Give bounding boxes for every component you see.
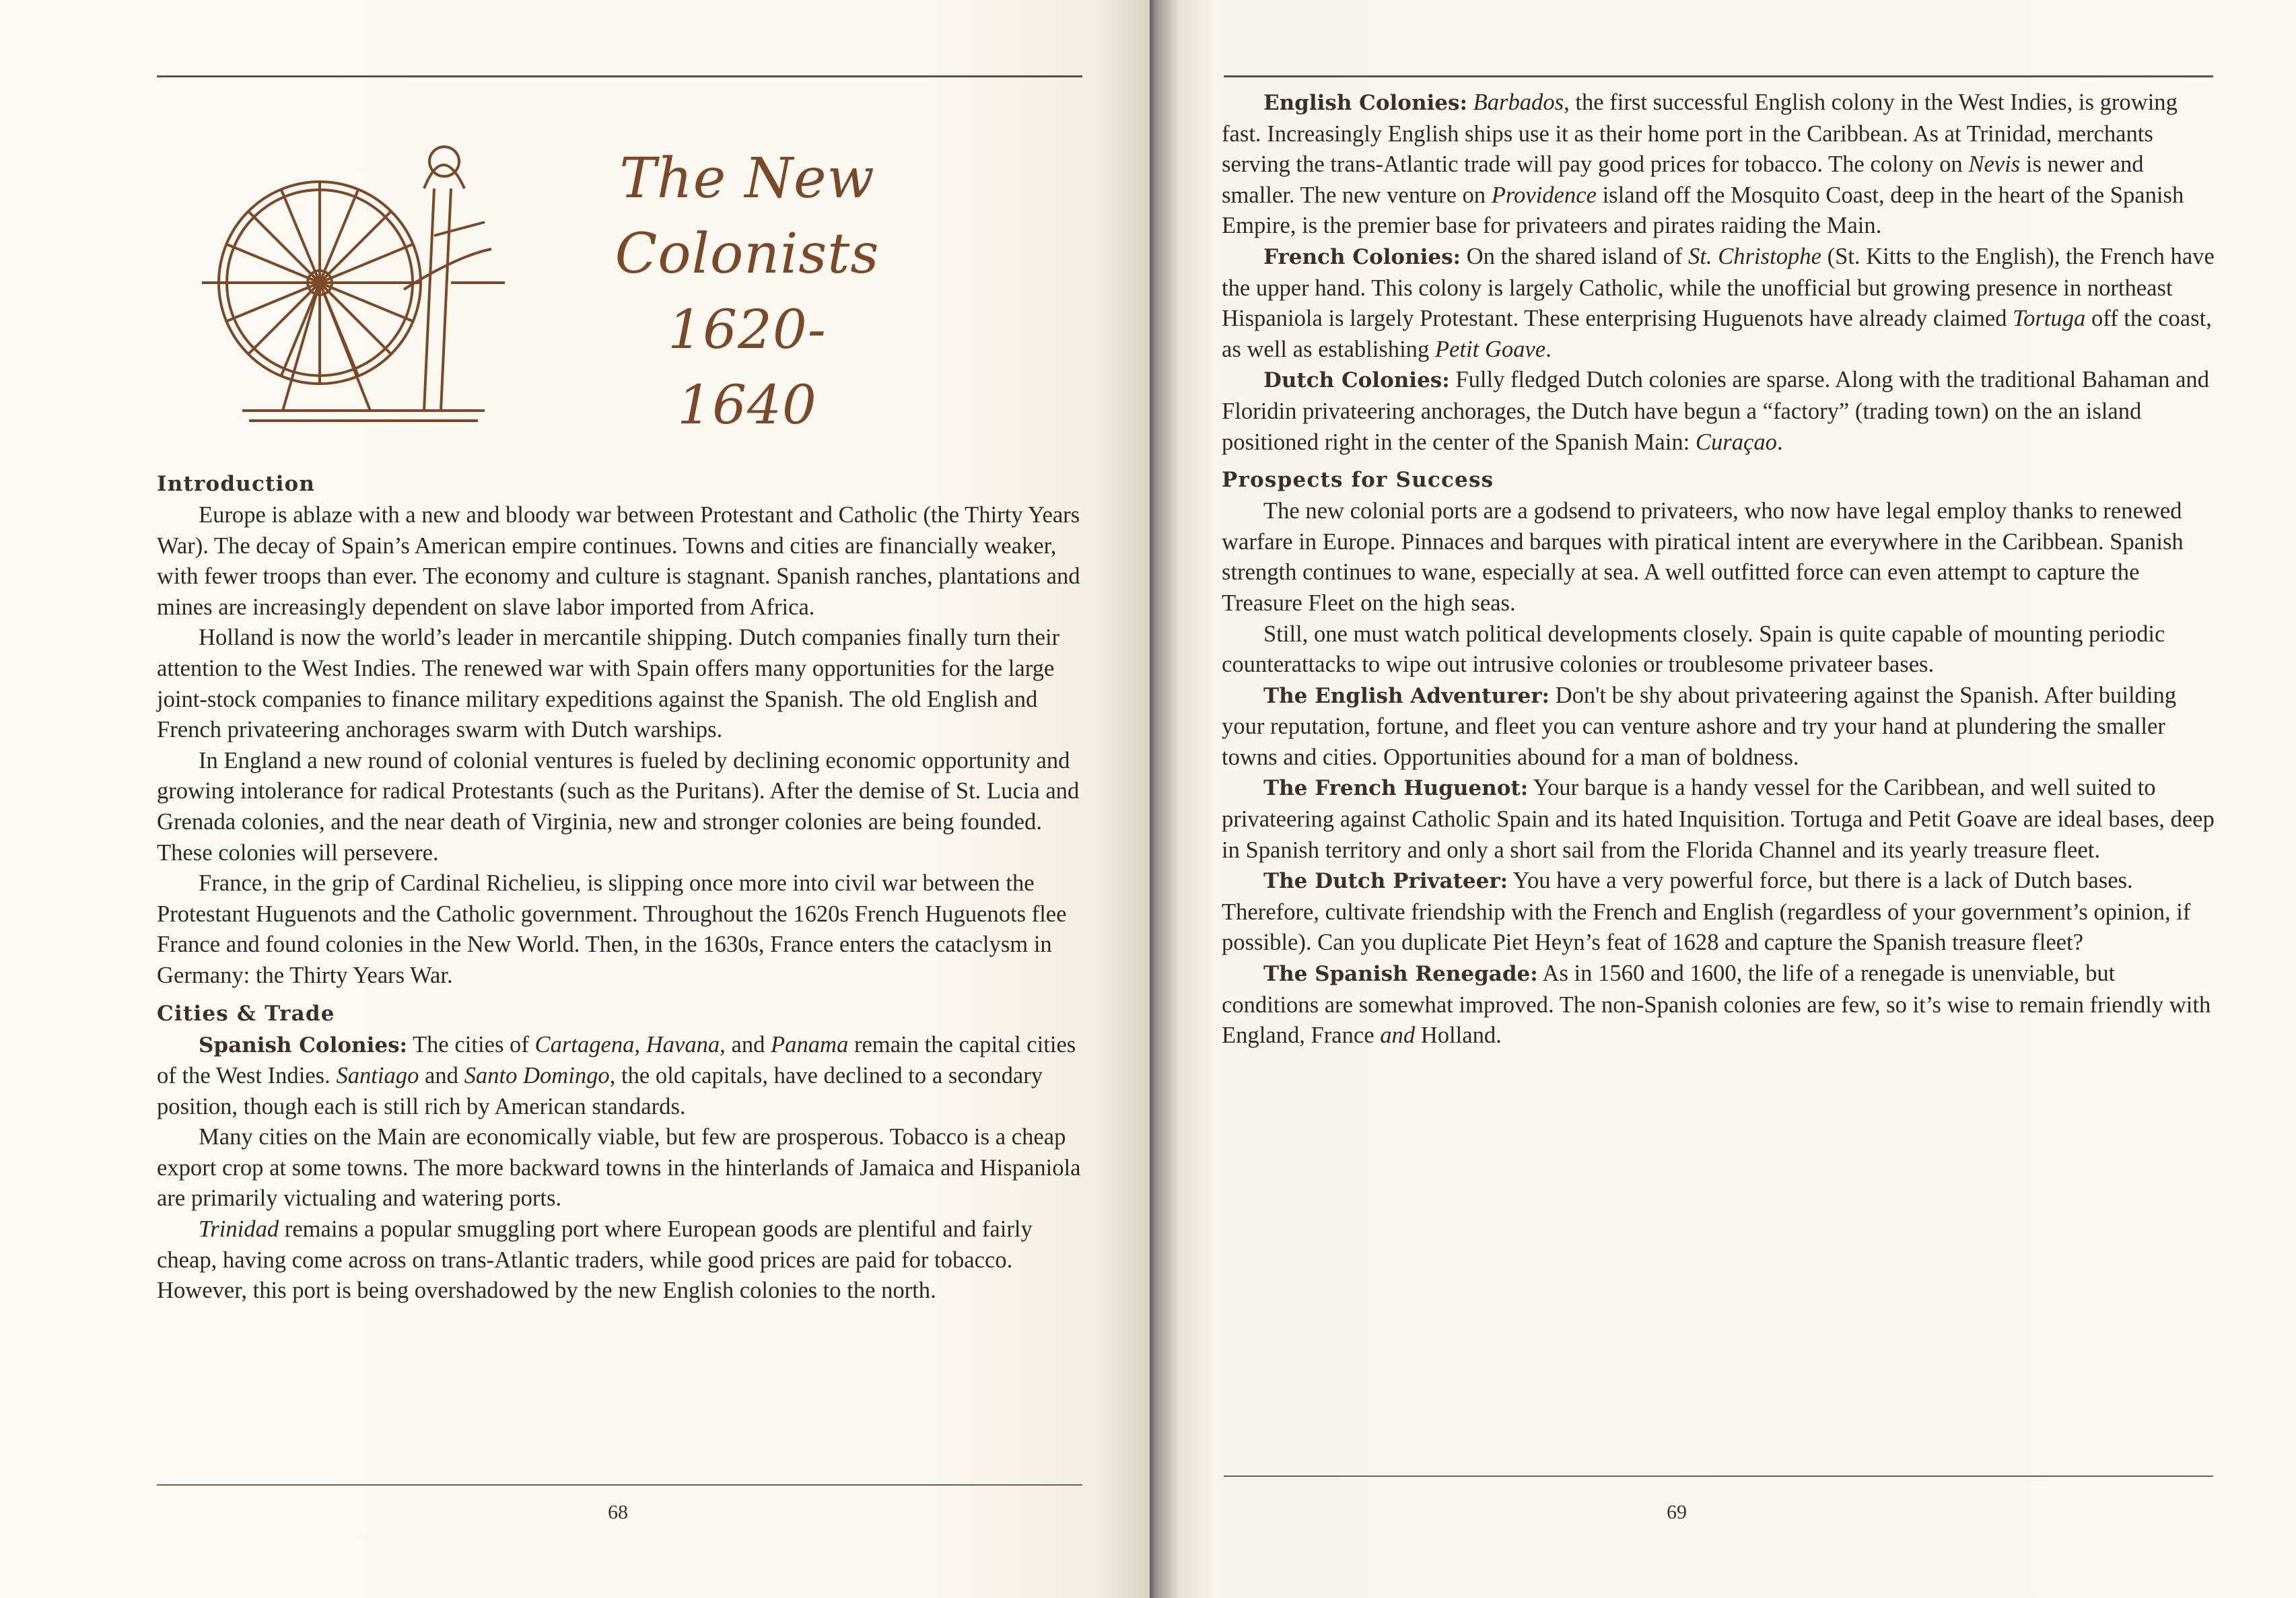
city-name: Santo Domingo [464,1063,610,1089]
english-colonies-lead: English Colonies: [1263,91,1467,115]
text-run: Your barque is a handy vessel for the Caribbean, and well suited to privateering against Catholic Spain and its hated Inquisition. Tortuga and Petit Goave are ideal bases, deep in Spanish territory and only a short sail from the Florida Channel and its yearly treasure fleet. [1222,775,2215,863]
text-run: On the shared island of [1461,243,1689,269]
city-name: Petit Goave [1434,336,1546,362]
text-run: Don't be shy about privateering against the Spanish. After building your reputation, fortune, and fleet you can venture ashore and try your hand at plundering the smaller towns and cities. Opportunities abound for a man of boldness. [1222,682,2177,770]
french-huguenot-lead: The French Huguenot: [1263,776,1529,801]
left-text-column [157,468,1082,1307]
introduction-heading: Introduction [157,472,316,496]
spanish-renegade-paragraph [1222,959,2217,1051]
intro-paragraph-4: France, in the grip of Cardinal Richelieu, is slipping once more into civil war between the Protestant Huguenots and the Catholic government. Throughout the 1620s French Huguenots flee France and found colonies in the New World. Then, in the 1630s, France enters the cataclysm in Germany: the Thirty Years War. [157,870,1067,988]
intro-paragraph-3: In England a new round of colonial ventures is fueled by declining economic opportunity and growing intolerance for radical Protestants (such as the Puritans). After the demise of St. Lucia and Grenada colonies, and the near death of Virginia, new and stronger colonies are being founded. These colonies will persevere. [157,747,1080,866]
title-line-1: The New [619,147,875,211]
text-run: remain the capital cities of the West Indies. [157,1031,1076,1089]
bottom-rule [157,1484,1082,1486]
right-page [1150,0,2296,1598]
spanish-renegade-lead: The Spanish Renegade: [1263,962,1538,987]
cities-trade-heading: Cities & Trade [157,1001,335,1026]
many-cities-paragraph: Many cities on the Main are economically viable, but few are prosperous. Tobacco is a cheap export crop at some towns. The more backward towns in the hinterlands of Jamaica and Hispaniola are primarily victualing and watering ports. [157,1124,1081,1212]
trinidad-paragraph [157,1214,1082,1307]
city-name: Curaçao [1695,429,1777,455]
text-run: , the first successful English colony in the West Indies, is growing fast. Increasingly English ships use it as their home port in the Caribbean. As at Trinidad, merchants serving the trans-Atlantic trade will pay good prices for tobacco. The colony on [1222,90,2178,178]
english-adventurer-paragraph [1222,681,2217,773]
text-run: remains a popular smuggling port where European goods are plentiful and fairly cheap, having come across on trans-Atlantic traders, while good prices are paid for tobacco. However, this port is being overshadowed by the new English colonies to the north. [157,1216,1033,1304]
text-run: and [419,1063,464,1089]
french-colonies-lead: French Colonies: [1263,244,1461,269]
intro-paragraph-2: Holland is now the world’s leader in mercantile shipping. Dutch companies finally turn their attention to the West Indies. The renewed war with Spain offers many opportunities for the large joint-stock companies to finance military expeditions against the Spanish. The old English and French privateering anchorages swarm with Dutch warships. [157,625,1060,743]
bottom-rule [1224,1475,2213,1477]
text-run: Fully fledged Dutch colonies are sparse. Along with the traditional Bahaman and Floridin privateering anchorages, the Dutch have begun a “factory” (trading town) on the an island positioned right in the center of the Spanish Main: [1222,367,2210,455]
top-rule [157,75,1082,77]
dutch-privateer-paragraph [1222,866,2217,959]
text-run: is newer and smaller. The new venture on [1222,151,2144,208]
text-run: You have a very powerful force, but there is a lack of Dutch bases. Therefore, cultivate friendship with the French and English (regardless of your government’s opinion, if possible). Can you duplicate Piet Heyn’s feat of 1628 and capture the Spanish treasure fleet? [1222,868,2191,956]
english-adventurer-lead: The English Adventurer: [1263,683,1550,708]
city-name: Tortuga [2013,306,2086,332]
text-run: off the coast, as well as establishing [1222,306,2212,362]
page-number-left: 68 [608,1501,628,1523]
intro-paragraph-1: Europe is ablaze with a new and bloody war between Protestant and Catholic (the Thirty Years War). The decay of Spain’s American empire continues. Towns and cities are financially weaker, with fewer troops than ever. The economy and culture is stagnant. Spanish ranches, plantations and mines are increasingly dependent on slave labor imported from Africa. [157,502,1080,620]
city-name: Providence [1491,182,1597,208]
prospects-paragraph-1: The new colonial ports are a godsend to privateers, who now have legal employ thanks to renewed warfare in Europe. Pinnaces and barques with piratical intent are everywhere in the Caribbean. Spanish strength continues to wane, especially at sea. A well outfitted force can even attempt to capture the Treasure Fleet on the high seas. [1222,498,2184,616]
text-run: . [1545,336,1552,362]
city-name: St. Christophe [1688,243,1821,269]
text-run: Holland. [1415,1022,1502,1049]
emphasis: and [1380,1022,1416,1049]
city-name: Panama [771,1031,849,1057]
english-colonies-paragraph [1222,88,2217,242]
text-run: island off the Mosquito Coast, deep in the heart of the Spanish Empire, is the premier base for privateers and pirates raiding the Main. [1222,182,2184,239]
city-name: Nevis [1968,151,2021,178]
french-colonies-paragraph [1222,242,2217,365]
spanish-colonies-paragraph [157,1030,1082,1123]
title-dates: 1620-1640 [668,298,827,436]
city-name: Cartagena, Havana, [534,1031,726,1057]
spinning-wheel-illustration [202,114,512,431]
text-run: (St. Kitts to the English), the French have the upper hand. This colony is largely Catholic, while the unofficial but growing presence in northeast Hispaniola is largely Protestant. These enterprising Huguenots have already claimed [1222,243,2215,332]
dutch-colonies-lead: Dutch Colonies: [1263,368,1450,393]
city-name: Trinidad [199,1216,279,1243]
text-run: The cities of [407,1031,535,1057]
page-number-right: 69 [1667,1501,1687,1523]
dutch-colonies-paragraph [1222,365,2217,458]
spanish-colonies-lead: Spanish Colonies: [199,1033,407,1057]
city-name: Santiago [336,1063,419,1089]
text-run: . [1776,429,1783,455]
right-text-column [1222,88,2217,1051]
title-line-2: Colonists [615,222,880,286]
dutch-privateer-lead: The Dutch Privateer: [1263,869,1508,894]
french-huguenot-paragraph [1222,773,2217,866]
chapter-title [606,141,889,443]
city-name: Barbados [1473,90,1564,115]
text-run: and [725,1031,771,1057]
top-rule [1224,75,2213,77]
prospects-paragraph-2: Still, one must watch political developments closely. Spain is quite capable of mounting periodic counterattacks to wipe out intrusive colonies or troublesome privateer bases. [1222,621,2165,678]
prospects-heading: Prospects for Success [1222,468,1494,493]
text-run: , the old capitals, have declined to a secondary position, though each is still rich by American standards. [157,1063,1043,1119]
text-run: As in 1560 and 1600, the life of a renegade is unenviable, but conditions are somewhat improved. The non-Spanish colonies are few, so it’s wise to remain friendly with England, France [1222,961,2211,1049]
